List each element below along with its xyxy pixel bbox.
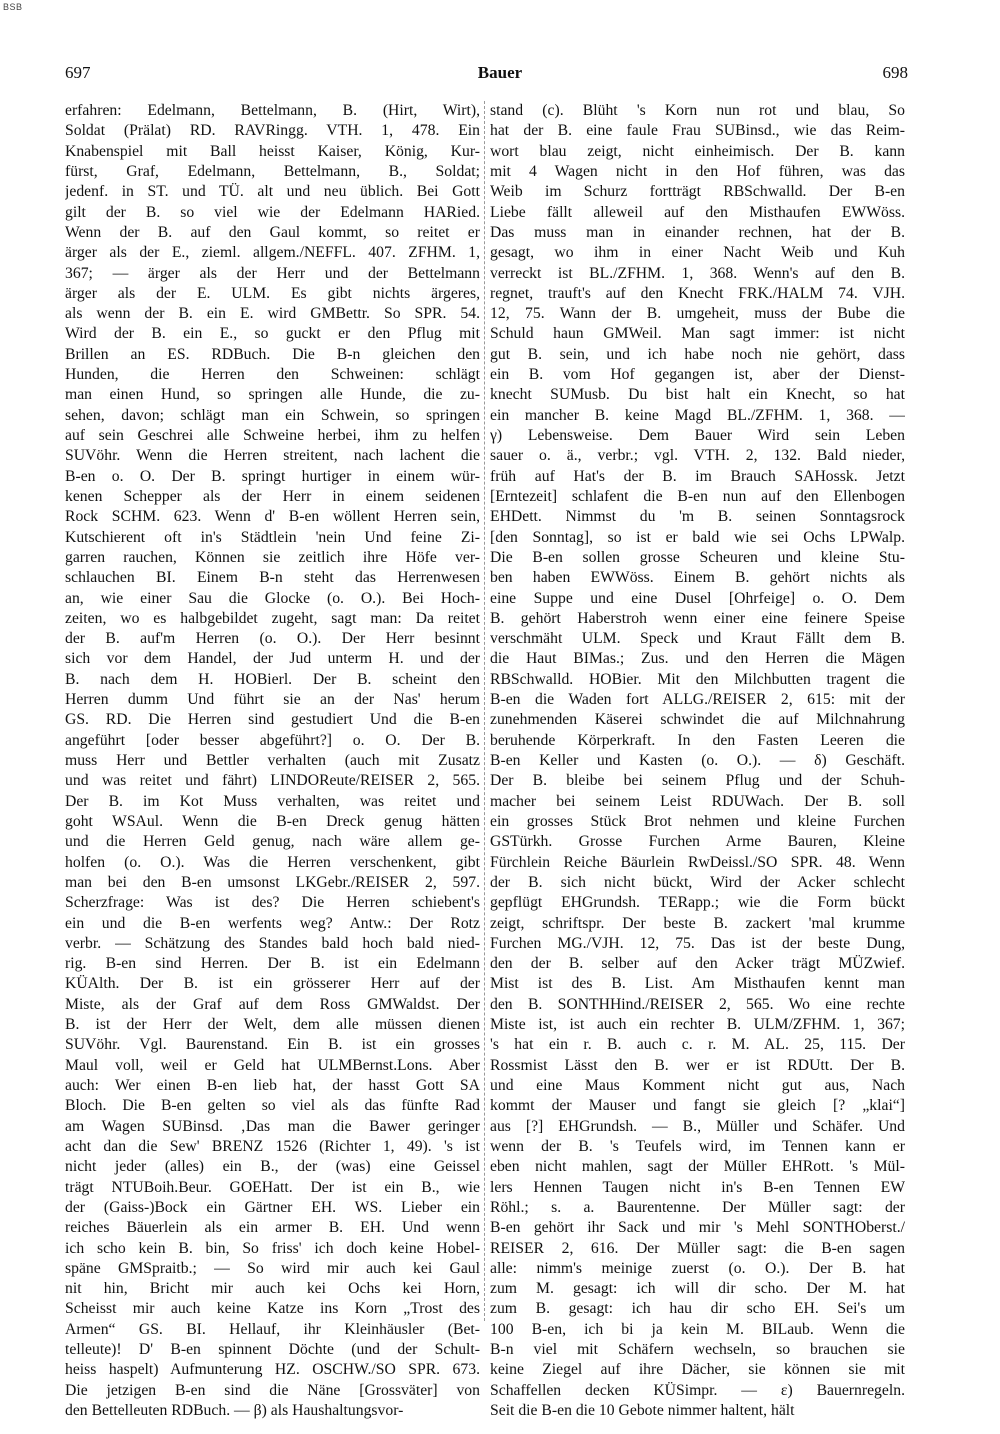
left-column-line: Wird der B. ein E., so guckt er den Pflug mit	[65, 325, 480, 343]
right-column-line: Furchen MG./VJH. 12, 75. Das ist der beste Dung,	[490, 934, 905, 952]
left-column-line: Herren dumm Und führt sie an der Nas' herum	[65, 691, 480, 709]
right-column-line: gesagt, wo ihm in einer Nacht Weib und Kuh	[490, 244, 905, 262]
right-column-line: mit 4 Wagen nicht in den Hof führen, was das	[490, 162, 905, 180]
right-column-line: der B. sich nicht bückt, Wird der Acker schlecht	[490, 873, 905, 891]
right-column-line: sauer o. ä., verbr.; vgl. VTH. 2, 132. Bald nieder,	[490, 447, 905, 465]
right-column-line: früh auf Hat's der B. im Brauch SAHossk. Jetzt	[490, 467, 905, 485]
left-column-line: angeführt [oder besser abgeführt?] o. O. Der B.	[65, 731, 480, 749]
right-column-line: eben nicht mahlen, sagt der Müller EHRott. 's Mül-	[490, 1158, 905, 1176]
left-column-line: Soldat (Prälat) RD. RAVRingg. VTH. 1, 478. Ein	[65, 122, 480, 140]
left-column-line: GS. RD. Die Herren sind gestudiert Und die B-en	[65, 711, 480, 729]
left-column-line: sehen, davon; schlägt man ein Schwein, so springen	[65, 406, 480, 424]
right-column-line: lers Hennen Taugen nicht in's B-en Tennen EW	[490, 1178, 905, 1196]
left-column-line: Die jetzigen B-en sind die Näne [Grossväter] von	[65, 1381, 480, 1399]
left-column-line: am Wagen SUBinsd. ‚Das man die Bawer geringer	[65, 1117, 480, 1135]
right-column-line: regnet, trauft's auf den Knecht FRK./HALM 74. VJH.	[490, 284, 905, 302]
right-column-line: [Erntezeit] schlafent die B-en nun auf den Ellenbogen	[490, 487, 905, 505]
left-column-line: nicht jeder (alles) ein B., der (was) eine Geissel	[65, 1158, 480, 1176]
right-column-line: ein mancher B. keine Magd BL./ZFHM. 1, 368. —	[490, 406, 905, 424]
left-column-line: nit hin, Bricht mir auch kei Ochs kei Horn,	[65, 1280, 480, 1298]
left-column-line: Knabenspiel mit Ball heisst Kaiser, König, Kur-	[65, 142, 480, 160]
right-column-line: B-en die Waden fort ALLG./REISER 2, 615: mit der	[490, 691, 905, 709]
right-column-line: B-en Keller und Kasten (o. O.). — δ) Geschäft.	[490, 752, 905, 769]
right-column-line: 's hat ein r. B. auch c. r. M. AL. 25, 115. Der	[490, 1036, 905, 1054]
left-column-line: Kutschierent oft in's Städtlein 'nein Und feine Zi-	[65, 528, 480, 546]
left-column-line: Armen“ GS. BI. Hellauf, ihr Kleinhäusler (Bet-	[65, 1320, 480, 1338]
right-column-line: 12, 75. Wann der B. umgeheit, muss der Bube die	[490, 305, 905, 323]
right-column-line: stand (c). Blüht 's Korn nun rot und blau, So	[490, 102, 905, 119]
left-column-line: Rock SCHM. 623. Wenn d' B-en wöllent Herren sein,	[65, 508, 480, 526]
page-number-left: 697	[65, 63, 91, 82]
left-column-line: B. ist der Herr der Welt, dem alle müssen dienen	[65, 1016, 480, 1034]
right-column-line: RBSchwalld. HOBier. Mit den Milchbutten tragent die	[490, 670, 905, 688]
right-column-line: 100 B-en, ich bi ja kein M. BILaub. Wenn die	[490, 1320, 905, 1338]
left-column-line: man einen Hund, so springen alle Hunde, die zu-	[65, 386, 480, 404]
right-column-line: B-en gehört ihr Sack und mir 's Mehl SONTHOberst./	[490, 1219, 905, 1237]
left-column-line: rig. B-en sind Herren. Der B. ist ein Edelmann	[65, 955, 480, 973]
right-column-line: zum B. gesagt: ich hau dir scho EH. Sei's um	[490, 1300, 905, 1318]
right-column-line: alle: nimm's meinige zuerst (o. O.). Der B. hat	[490, 1259, 905, 1277]
left-column-line: ein und die B-en werfents weg? Antw.: Der Rotz	[65, 914, 480, 932]
left-column-line: ärger als der E. ULM. Es gibt nichts ärgeres,	[65, 284, 480, 302]
left-column-line: gilt der B. so viel wie der Edelmann HARied.	[65, 203, 480, 221]
right-column-line: aus [?] EHGrundsh. — B., Müller und Schäfer. Und	[490, 1117, 905, 1135]
left-column-line: und die Herren Geld genug, nach wäre allem ge-	[65, 833, 480, 851]
left-column-line: heiss haspelt) Aufmunterung HZ. OSCHW./SO SPR. 673.	[65, 1361, 480, 1379]
left-column-line: Scherzfrage: Was ist des? Die Herren schiebent's	[65, 894, 480, 912]
left-column-line: reiches Bäuerlein als ein armer B. EH. Und wenn	[65, 1219, 480, 1237]
left-column-line: B-en o. O. Der B. springt hurtiger in einem wür-	[65, 467, 480, 485]
left-column	[65, 101, 480, 1421]
right-column-line: Rossmist Lässt den B. wer er ist RDUtt. Der B.	[490, 1056, 905, 1074]
left-column-line: erfahren: Edelmann, Bettelmann, B. (Hirt, Wirt),	[65, 102, 480, 119]
right-column-line: den der B. selber auf den Acker trägt MÜZwief.	[490, 955, 905, 973]
column-divider	[484, 101, 485, 1321]
left-column-line: ich scho kein B. bin, So friss' ich doch keine Hobel-	[65, 1239, 480, 1257]
left-column-line: Bloch. Die B-en gelten so viel als das fünfte Rad	[65, 1097, 480, 1115]
right-column-line: ben haben EWWöss. Einem B. gehört nichts als	[490, 569, 905, 587]
left-column-line: späne GMSpraitb.; — So wird mir auch kei Gaul	[65, 1259, 480, 1277]
left-column-line: Brillen an ES. RDBuch. Die B-n gleichen den	[65, 345, 480, 363]
left-column-line: der (Gaiss-)Bock ein Gärtner EH. WS. Lieber ein	[65, 1198, 480, 1216]
left-column-line: schlauchen BI. Einem B-n steht das Herrenwesen	[65, 569, 480, 587]
right-column-line: beruhende Körperkraft. In den Fasten Leeren die	[490, 731, 905, 749]
left-column-line: SUVöhr. Wenn die Herren streitent, nach lachent die	[65, 447, 480, 465]
right-column-line: Miste ist, ist auch ein rechter B. ULM/ZFHM. 1, 367;	[490, 1016, 905, 1034]
left-column-line: kenen Schepper als der Herr in einem seidenen	[65, 487, 480, 505]
right-column-line: keine Ziegel auf ihre Dächer, sie können sie mit	[490, 1361, 905, 1379]
left-column-line: trägt NTUBoih.Beur. GOEHatt. Der ist ein B., wie	[65, 1178, 480, 1196]
left-column-line: Scheisst mir auch keine Katze ins Korn „Trost des	[65, 1300, 480, 1318]
right-column-line: B. gehört Haberstroh wenn einer eine feinere Speise	[490, 609, 905, 627]
left-column-line: telleute)! D' B-en spinnent Döchte (und der Schult-	[65, 1341, 480, 1359]
left-column-line: acht dan die Sew' BRENZ 1526 (Richter 1, 49). 's ist	[65, 1137, 480, 1155]
right-column-line: GSTürkh. Grosse Furchen Arme Bauren, Kleine	[490, 833, 905, 851]
right-column-line: und eine Maus Komment nicht gut aus, Nach	[490, 1077, 905, 1094]
right-column-line: EHDett. Nimmst du 'm B. seinen Sonntagsrock	[490, 508, 905, 526]
left-column-line: muss Herr und Bettler verhalten (auch mit Zusatz	[65, 752, 480, 769]
right-column-line: Schuld haun GMWeil. Man sagt immer: ist nicht	[490, 325, 905, 343]
right-column-line: Mist ist des B. List. Am Misthaufen kennt man	[490, 975, 905, 993]
left-column-line: KÜAlth. Der B. ist ein grösserer Herr auf der	[65, 975, 480, 993]
left-column-line: auch: Wer einen B-en lieb hat, der hasst Gott SA	[65, 1077, 480, 1094]
left-column-line: Maul voll, weil er Geld hat ULMBernst.Lons. Aber	[65, 1056, 480, 1074]
right-column-line: macher bei seinem Leist RDUWach. Der B. soll	[490, 792, 905, 810]
page-number-right: 698	[882, 63, 908, 82]
right-column-line: verschmäht ULM. Speck und Kraut Fällt dem B.	[490, 630, 905, 648]
left-column-line: verbr. — Schätzung des Standes bald hoch bald nied-	[65, 934, 480, 952]
right-column-line: zum M. gesagt: ich will dir scho. Der M. hat	[490, 1280, 905, 1298]
right-column-line: verreckt ist BL./ZFHM. 1, 368. Wenn's auf den B.	[490, 264, 905, 282]
right-column-line: zunehmenden Käserei schwindet die auf Milchnahrung	[490, 711, 905, 729]
right-column-line: wort blau zeigt, nicht einheimisch. Der B. kann	[490, 142, 905, 160]
library-mark: BSB	[3, 2, 23, 12]
left-column-line: Miste, als der Graf auf dem Ross GMWaldst. Der	[65, 995, 480, 1013]
right-column-line: ein grosses Stück Brot nehmen und kleine Furchen	[490, 812, 905, 830]
left-column-line: und was reitet und fährt) LINDOReute/REISER 2, 565.	[65, 772, 480, 790]
left-column-line: Hunden, die Herren den Schweinen: schlägt	[65, 366, 480, 384]
left-column-line: an, wie einer Sau die Glocke (o. O.). Bei Hoch-	[65, 589, 480, 607]
right-column-line: die Haut BIMas.; Zus. und den Herren die Mägen	[490, 650, 905, 668]
right-column-line: B-n viel mit Schäfern wechseln, so brauchen sie	[490, 1341, 905, 1359]
left-column-line: goht WSAul. Wenn die B-en Dreck genug hätten	[65, 812, 480, 830]
left-column-line: als wenn der B. ein E. wird GMBettr. So SPR. 54.	[65, 305, 480, 323]
left-column-line: B. nach dem H. HOBierl. Der B. scheint den	[65, 670, 480, 688]
left-column-line: auf sein Geschrei alle Schweine herbei, ihm zu helfen	[65, 427, 480, 444]
left-column-line: der B. auf'm Herren (o. O.). Der Herr besinnt	[65, 630, 480, 648]
left-column-line: fürst, Graf, Edelmann, Bettelmann, B., Soldat;	[65, 162, 480, 180]
right-column-line: zeigt, schriftspr. Der beste B. zackert 'mal krumme	[490, 914, 905, 932]
right-column-line: Weib im Schurz fortträgt RBSchwalld. Der B-en	[490, 183, 905, 201]
right-column-line: gepflügt EHGrundsh. TERapp.; wie die Form bückt	[490, 894, 905, 912]
left-column-line: man bei den B-en umsonst LKGebr./REISER 2, 597.	[65, 873, 480, 891]
left-column-line: sich vor dem Handel, der Jud unterm H. und der	[65, 650, 480, 668]
right-column-line: Fürchlein Reiche Bäurlein RwDeissl./SO SPR. 48. Wenn	[490, 853, 905, 871]
left-column-line: Der B. im Kot Muss verhalten, was reitet und	[65, 792, 480, 810]
left-column-line: 367; — ärger als der Herr und der Bettelmann	[65, 264, 480, 282]
right-column-line: [den Sonntag], so ist er bald wie sei Ochs LPWalp.	[490, 528, 905, 546]
right-column-line: Die B-en sollen grosse Scheuren und kleine Stu-	[490, 548, 905, 566]
right-column-line: Das muss man in einander rechnen, hat der B.	[490, 223, 905, 241]
right-column-line: Schaffellen decken KÜSimpr. — ε) Bauernregeln.	[490, 1381, 905, 1399]
right-column-line: γ) Lebensweise. Dem Bauer Wird sein Leben	[490, 427, 905, 444]
right-column-line: knecht SUMusb. Du bist halt ein Knecht, so hat	[490, 386, 905, 404]
right-column-line: ein B. vom Hof gegangen ist, aber der Dienst-	[490, 366, 905, 384]
left-column-line: den Bettelleuten RDBuch. — β) als Haushaltungsvor-	[65, 1402, 404, 1419]
right-column-line: hat der B. eine faule Frau SUBinsd., wie das Reim-	[490, 122, 905, 140]
right-column-line: Liebe fällt alleweil auf den Misthaufen EWWöss.	[490, 203, 905, 221]
right-column	[490, 101, 905, 1421]
right-column-line: eine Suppe und eine Dusel [Ohrfeige] o. O. Dem	[490, 589, 905, 607]
right-column-line: Seit die B-en die 10 Gebote nimmer haltent, hält	[490, 1402, 795, 1419]
right-column-line: Der B. bleibe bei seinem Pflug und der Schuh-	[490, 772, 905, 790]
left-column-line: garren rauchen, Können sie zeitlich ihre Höfe ver-	[65, 548, 480, 566]
right-column-line: wenn der B. 's Teufels wird, im Tennen kann er	[490, 1137, 905, 1155]
left-column-line: ärger als der E., zieml. allgem./NEFFL. 407. ZFHM. 1,	[65, 244, 480, 262]
right-column-line: den B. SONTHHind./REISER 2, 565. Wo eine rechte	[490, 995, 905, 1013]
left-column-line: holfen (o. O.). Was die Herren verschenkent, gibt	[65, 853, 480, 871]
left-column-line: zeiten, wo es halbgebildet zugeht, sagt man: Da reitet	[65, 609, 480, 627]
right-column-line: Röhl.; s. a. Baurentenne. Der Müller sagt: der	[490, 1198, 905, 1216]
right-column-line: kommt der Mauser und fangt sie gleich [? „klai“]	[490, 1097, 905, 1115]
left-column-line: Wenn der B. auf den Gaul kommt, so reitet er	[65, 223, 480, 241]
left-column-line: jedenf. in ST. und TÜ. alt und neu üblich. Bei Gott	[65, 183, 480, 201]
right-column-line: REISER 2, 616. Der Müller sagt: die B-en sagen	[490, 1239, 905, 1257]
right-column-line: gut B. sein, und ich habe noch nie gehört, dass	[490, 345, 905, 363]
running-head: Bauer	[477, 63, 523, 82]
left-column-line: SUVöhr. Vgl. Baurenstand. Ein B. ist ein grosses	[65, 1036, 480, 1054]
